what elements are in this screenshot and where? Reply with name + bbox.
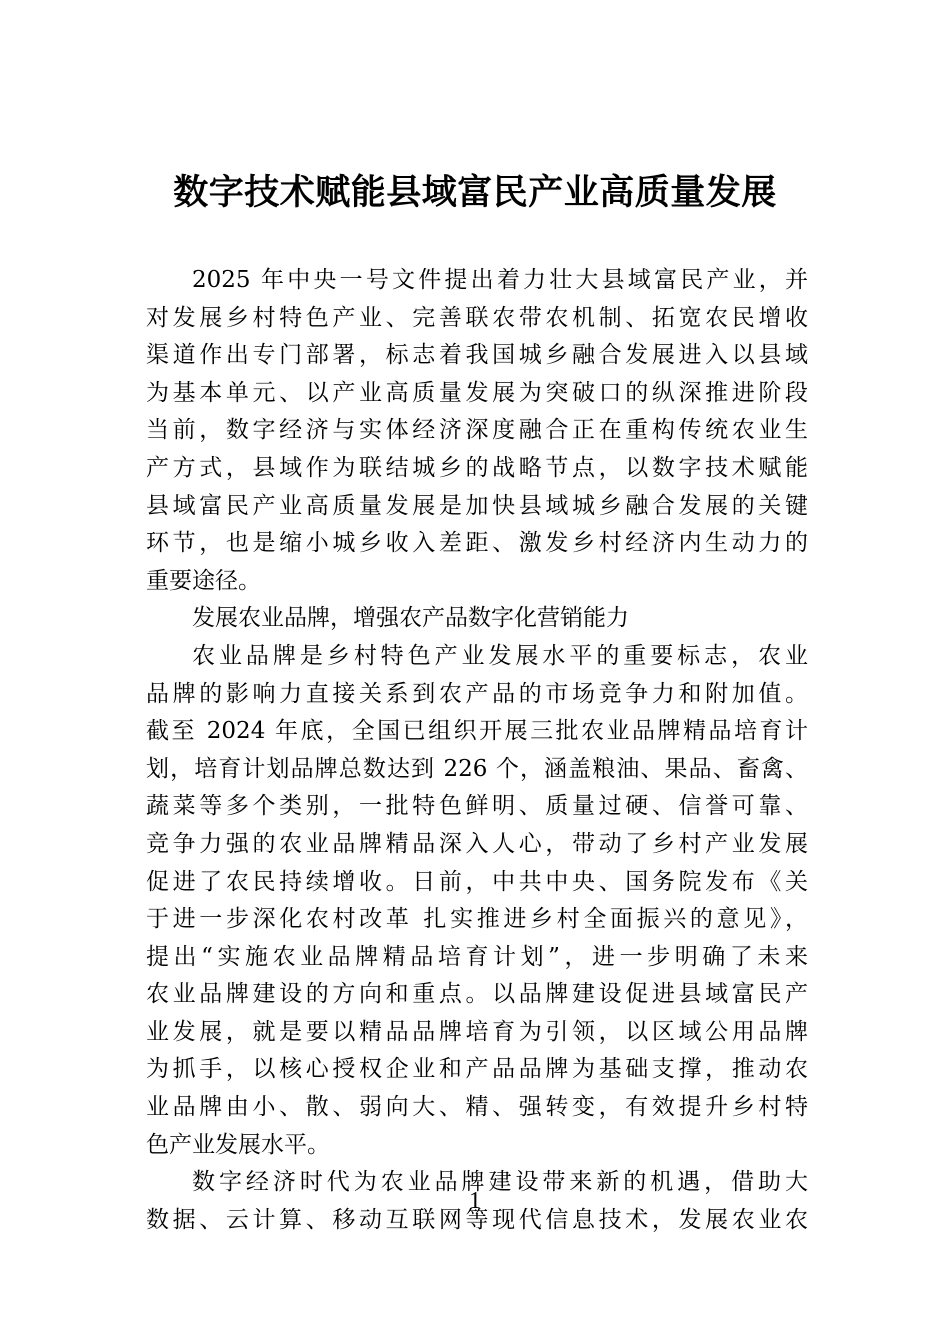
paragraph-line: 产方式，县域作为联结城乡的战略节点，以数字技术赋能 xyxy=(146,454,808,481)
paragraph-line: 蔬菜等多个类别，一批特色鲜明、质量过硬、信誉可靠、 xyxy=(146,793,808,820)
document-title: 数字技术赋能县域富民产业高质量发展 xyxy=(173,172,777,213)
paragraph-line: 业品牌由小、散、弱向大、精、强转变，有效提升乡村特 xyxy=(146,1094,808,1121)
paragraph-line: 数字经济时代为农业品牌建设带来新的机遇，借助大 xyxy=(192,1169,808,1196)
paragraph-line: 数据、云计算、移动互联网等现代信息技术，发展农业农 xyxy=(146,1206,808,1233)
paragraph-line: 渠道作出专门部署，标志着我国城乡融合发展进入以县域 xyxy=(146,342,808,369)
paragraph-line: 提出“实施农业品牌精品培育计划”，进一步明确了未来 xyxy=(146,943,808,970)
paragraph-line: 当前，数字经济与实体经济深度融合正在重构传统农业生 xyxy=(146,417,808,444)
paragraph-line: 县域富民产业高质量发展是加快县域城乡融合发展的关键 xyxy=(146,492,808,519)
paragraph-line: 促进了农民持续增收。日前，中共中央、国务院发布《关 xyxy=(146,868,808,895)
paragraph-line: 色产业发展水平。 xyxy=(146,1131,330,1158)
page-number: 1 xyxy=(469,1188,481,1214)
document-body xyxy=(146,262,808,1239)
paragraph-line: 农业品牌建设的方向和重点。以品牌建设促进县域富民产 xyxy=(146,981,808,1008)
paragraph-line: 2025 年中央一号文件提出着力壮大县域富民产业，并 xyxy=(192,267,808,293)
paragraph-line: 为抓手，以核心授权企业和产品品牌为基础支撑，推动农 xyxy=(146,1056,808,1083)
section-heading: 发展农业品牌，增强农产品数字化营销能力 xyxy=(192,605,629,632)
paragraph-line: 重要途径。 xyxy=(146,567,261,594)
paragraph-line: 为基本单元、以产业高质量发展为突破口的纵深推进阶段 xyxy=(146,379,808,406)
paragraph-line: 对发展乡村特色产业、完善联农带农机制、拓宽农民增收 xyxy=(146,304,808,331)
paragraph-line: 农业品牌是乡村特色产业发展水平的重要标志，农业 xyxy=(192,642,808,669)
paragraph-line: 划，培育计划品牌总数达到 226 个，涵盖粮油、果品、畜禽、 xyxy=(146,755,808,782)
paragraph-line: 业发展，就是要以精品品牌培育为引领，以区域公用品牌 xyxy=(146,1018,808,1045)
paragraph-line: 截至 2024 年底，全国已组织开展三批农业品牌精品培育计 xyxy=(146,718,808,745)
paragraph-line: 于进一步深化农村改革 扎实推进乡村全面振兴的意见》， xyxy=(146,906,808,933)
paragraph-line: 竞争力强的农业品牌精品深入人心，带动了乡村产业发展 xyxy=(146,830,808,857)
paragraph-line: 环节，也是缩小城乡收入差距、激发乡村经济内生动力的 xyxy=(146,530,808,557)
paragraph-line: 品牌的影响力直接关系到农产品的市场竞争力和附加值。 xyxy=(146,680,808,707)
